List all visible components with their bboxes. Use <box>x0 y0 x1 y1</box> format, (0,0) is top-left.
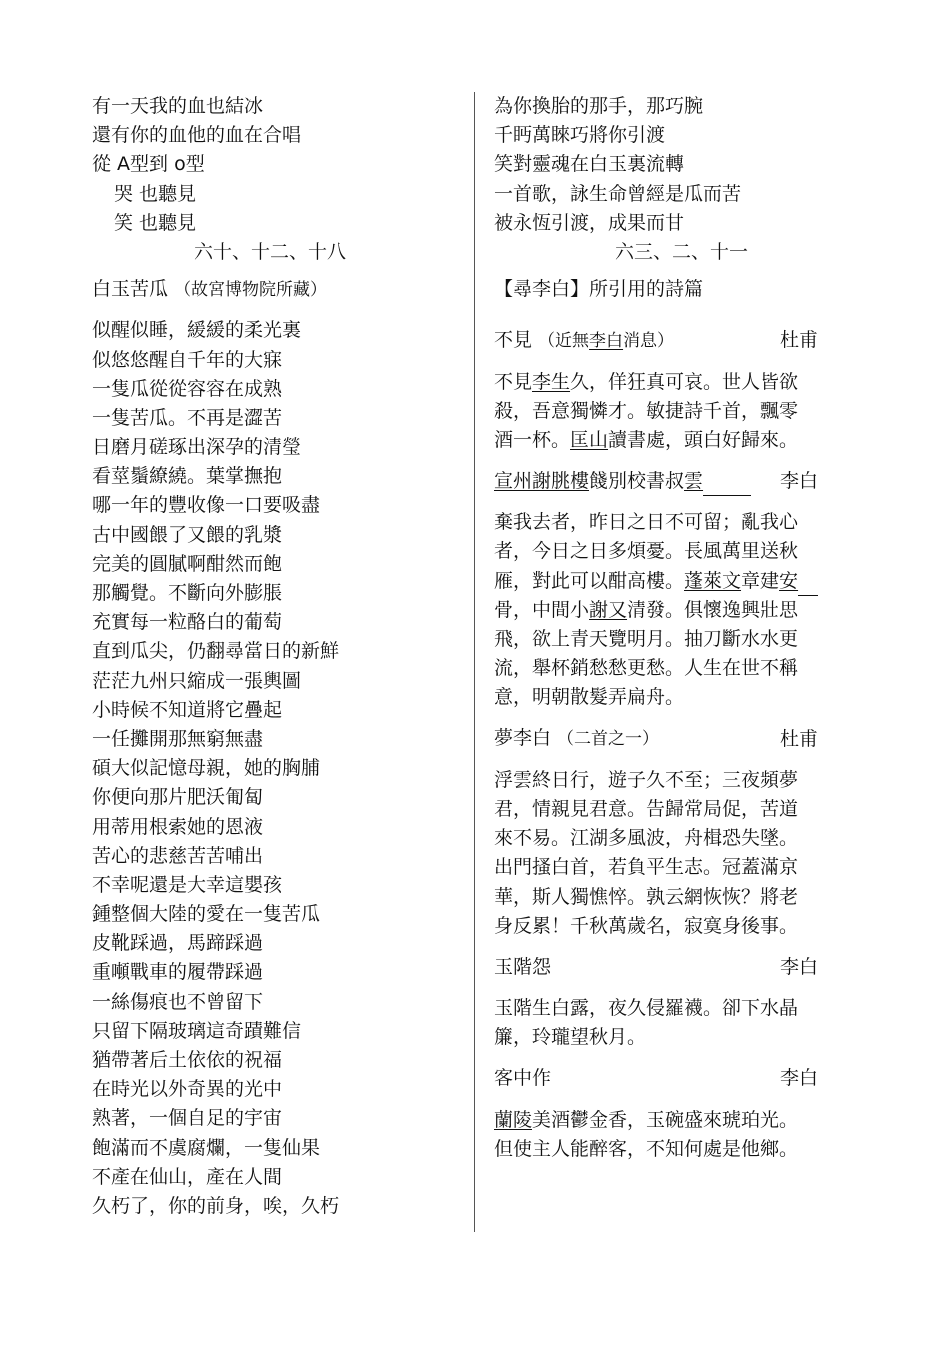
text-line: 飽滿而不虞腐爛，一隻仙果 <box>92 1136 321 1159</box>
text-line: 久朽了，你的前身，唉，久朽 <box>92 1194 340 1217</box>
text-line: 華，斯人獨憔悴。孰云網恢恢？將老 <box>494 885 799 908</box>
text-segment: 雁，對此可以酣高樓。 <box>494 569 685 592</box>
text-line: 看莖鬚繚繞。葉掌撫抱 <box>92 465 283 488</box>
text-line: 千眄萬睞巧將你引渡 <box>494 124 666 147</box>
text-segment: 清發。俱懷逸興壯思 <box>627 598 799 621</box>
text-line: 一隻苦瓜。不再是澀苦 <box>92 406 283 429</box>
text-line: 在時光以外奇異的光中 <box>92 1078 283 1101</box>
text-line: 君，情親見君意。告歸常局促，苦道 <box>494 797 799 820</box>
cited-poem-body <box>494 508 866 712</box>
text-line <box>494 1106 866 1135</box>
cited-poem-author: 杜甫 <box>779 727 818 750</box>
text-line: 笑 也聽見 <box>114 211 197 234</box>
text-line: 一首歌，詠生命曾經是瓜而苦 <box>494 182 742 205</box>
cited-poem-author: 李白 <box>779 470 818 493</box>
text-line <box>494 368 866 397</box>
text-line <box>494 683 866 712</box>
text-line: 古中國餵了又餵的乳漿 <box>92 523 283 546</box>
text-line <box>494 508 866 537</box>
text-segment: 但使主人能醉客，不知何處是他鄉。 <box>494 1137 799 1160</box>
text-line: 浮雲終日行，遊子久不至；三夜頻夢 <box>494 768 799 791</box>
text-line: 不產在仙山，產在人間 <box>92 1165 283 1188</box>
text-segment: 讀書處，頭白好歸來。 <box>608 428 799 451</box>
poem-title-note: （故宮博物院所藏） <box>174 280 328 301</box>
text-line: 哪一年的豐收像一口要吸盡 <box>92 494 321 517</box>
text-line: 那觸覺。不斷向外膨脹 <box>92 582 283 604</box>
poem-title-text: 白玉苦瓜 <box>92 278 169 301</box>
text-segment: 久，佯狂真可哀。世人皆欲 <box>570 370 799 393</box>
left-column <box>92 92 464 1221</box>
text-line <box>494 654 866 683</box>
text-line: 只留下隔玻璃這奇蹟難信 <box>92 1019 302 1042</box>
underlined-name: 謝又 <box>589 598 628 621</box>
section-title: 【尋李白】所引用的詩篇 <box>494 278 704 301</box>
cited-poem-heading <box>494 326 866 355</box>
text-segment: 飛，欲上青天覽明月。抽刀斷水水更 <box>494 628 799 650</box>
text-segment: 流，舉杯銷愁愁更愁。人生在世不稱 <box>494 657 799 680</box>
text-line <box>494 567 866 596</box>
text-line: 充實每一粒酪白的葡萄 <box>92 611 283 634</box>
cited-poem-title: 夢李白 （二首之一） <box>494 727 660 750</box>
text-line <box>494 397 866 426</box>
cited-poem-heading <box>494 725 866 754</box>
text-line: 玉階生白露，夜久侵羅襪。卻下水晶 <box>494 997 799 1020</box>
text-line: 出門搔白首，若負平生志。冠蓋滿京 <box>494 856 799 879</box>
text-segment: 棄我去者，昨日之日不可留；亂我心 <box>494 511 799 534</box>
text-line <box>494 596 866 625</box>
underlined-name: 蓬萊文 <box>684 569 742 592</box>
cited-poem-author: 杜甫 <box>779 329 818 352</box>
text-line <box>494 426 866 455</box>
text-segment: 美酒鬱金香，玉碗盛來琥珀光。 <box>532 1108 799 1131</box>
underlined-name: 李生 <box>532 370 571 393</box>
cited-poem-author: 李白 <box>779 1067 818 1090</box>
cited-poem-body <box>494 368 866 456</box>
text-line: 笑對靈魂在白玉裏流轉 <box>494 153 685 176</box>
text-line: 不幸呢還是大幸這嬰孩 <box>92 873 283 896</box>
text-line: 碩大似記憶母親，她的胸脯 <box>92 757 321 780</box>
underlined-name: 安 <box>779 569 799 592</box>
text-line: 從 A型到 o型 <box>92 153 205 176</box>
text-line: 小時候不知道將它疊起 <box>92 698 283 721</box>
cited-poem-heading <box>494 953 866 982</box>
text-line: 用蒂用根索她的恩液 <box>92 815 264 838</box>
underlined-name: 蘭陵 <box>494 1108 533 1131</box>
text-line: 來不易。江湖多風波，舟楫恐失墜。 <box>494 827 799 850</box>
cited-poem-body <box>494 766 866 941</box>
cited-poem-author: 李白 <box>779 955 818 978</box>
poem-title <box>92 275 464 304</box>
right-column <box>494 92 866 1164</box>
text-line: 哭 也聽見 <box>114 182 197 205</box>
text-segment: 不見 <box>494 370 533 393</box>
text-line: 你便向那片肥沃匍匐 <box>92 786 264 809</box>
cited-poem-heading <box>494 467 866 496</box>
cited-poem-body <box>494 1106 866 1164</box>
text-line: 一隻瓜從從容容在成熟 <box>92 377 283 400</box>
text-line: 一絲傷痕也不曾留下 <box>92 990 264 1013</box>
text-line: 為你換胎的那手，那巧腕 <box>494 95 704 117</box>
text-line: 身反累！千秋萬歲名，寂寞身後事。 <box>494 914 799 937</box>
text-line: 直到瓜尖，仍翻尋當日的新鮮 <box>92 640 340 663</box>
text-line <box>494 1135 866 1164</box>
poem-date: 六三、二、十一 <box>614 240 748 263</box>
text-line: 簾，玲瓏望秋月。 <box>494 1026 647 1049</box>
poem-body <box>92 316 464 1221</box>
cited-poem-title: 玉階怨 <box>494 955 552 978</box>
text-line: 熟著，一個自足的宇宙 <box>92 1107 283 1130</box>
text-line: 皮靴踩過，馬蹄踩過 <box>92 932 264 955</box>
text-segment: 酒一杯。 <box>494 428 571 451</box>
text-line: 似悠悠醒自千年的大寐 <box>92 348 283 371</box>
poem-fragment <box>92 92 464 238</box>
text-line: 苦心的悲慈苦苦哺出 <box>92 844 264 867</box>
poem-date: 六十、十二、十八 <box>193 240 346 263</box>
text-line: 日磨月磋琢出深孕的清瑩 <box>92 436 302 459</box>
text-line: 茫茫九州只縮成一張輿圖 <box>92 669 302 692</box>
text-line: 被永恆引渡，成果而甘 <box>494 211 685 234</box>
text-line: 似醒似睡，緩緩的柔光裏 <box>92 319 302 342</box>
text-line: 重噸戰車的履帶踩過 <box>92 961 264 984</box>
text-segment: 骨，中間小 <box>494 598 590 621</box>
text-line <box>494 625 866 654</box>
text-line <box>494 537 866 566</box>
text-segment: 意，明朝散髮弄扁舟。 <box>494 686 685 709</box>
text-segment: 者，今日之日多煩憂。長風萬里送秋 <box>494 540 799 563</box>
poem-continuation <box>494 92 866 238</box>
text-segment: 章建 <box>741 569 780 592</box>
text-segment: 殺，吾意獨憐才。敏捷詩千首，飄零 <box>494 399 799 422</box>
cited-poem-heading <box>494 1064 866 1093</box>
cited-poem-body <box>494 994 866 1052</box>
underlined-name: 匡山 <box>570 428 609 451</box>
text-line: 完美的圓膩啊酣然而飽 <box>92 552 283 575</box>
text-line: 猶帶著后土依依的祝福 <box>92 1049 283 1071</box>
cited-poem-title: 客中作 <box>494 1067 552 1090</box>
text-line: 鍾整個大陸的愛在一隻苦瓜 <box>92 903 321 926</box>
cited-poem-title: 不見 （近無李白消息） <box>494 328 675 351</box>
text-line: 一任攤開那無窮無盡 <box>92 727 264 750</box>
column-divider <box>474 92 475 1232</box>
text-line: 還有你的血他的血在合唱 <box>92 124 302 147</box>
text-line: 有一天我的血也結冰 <box>92 95 264 117</box>
cited-poem-title: 宣州謝朓樓餞別校書叔雲 <box>494 467 751 496</box>
